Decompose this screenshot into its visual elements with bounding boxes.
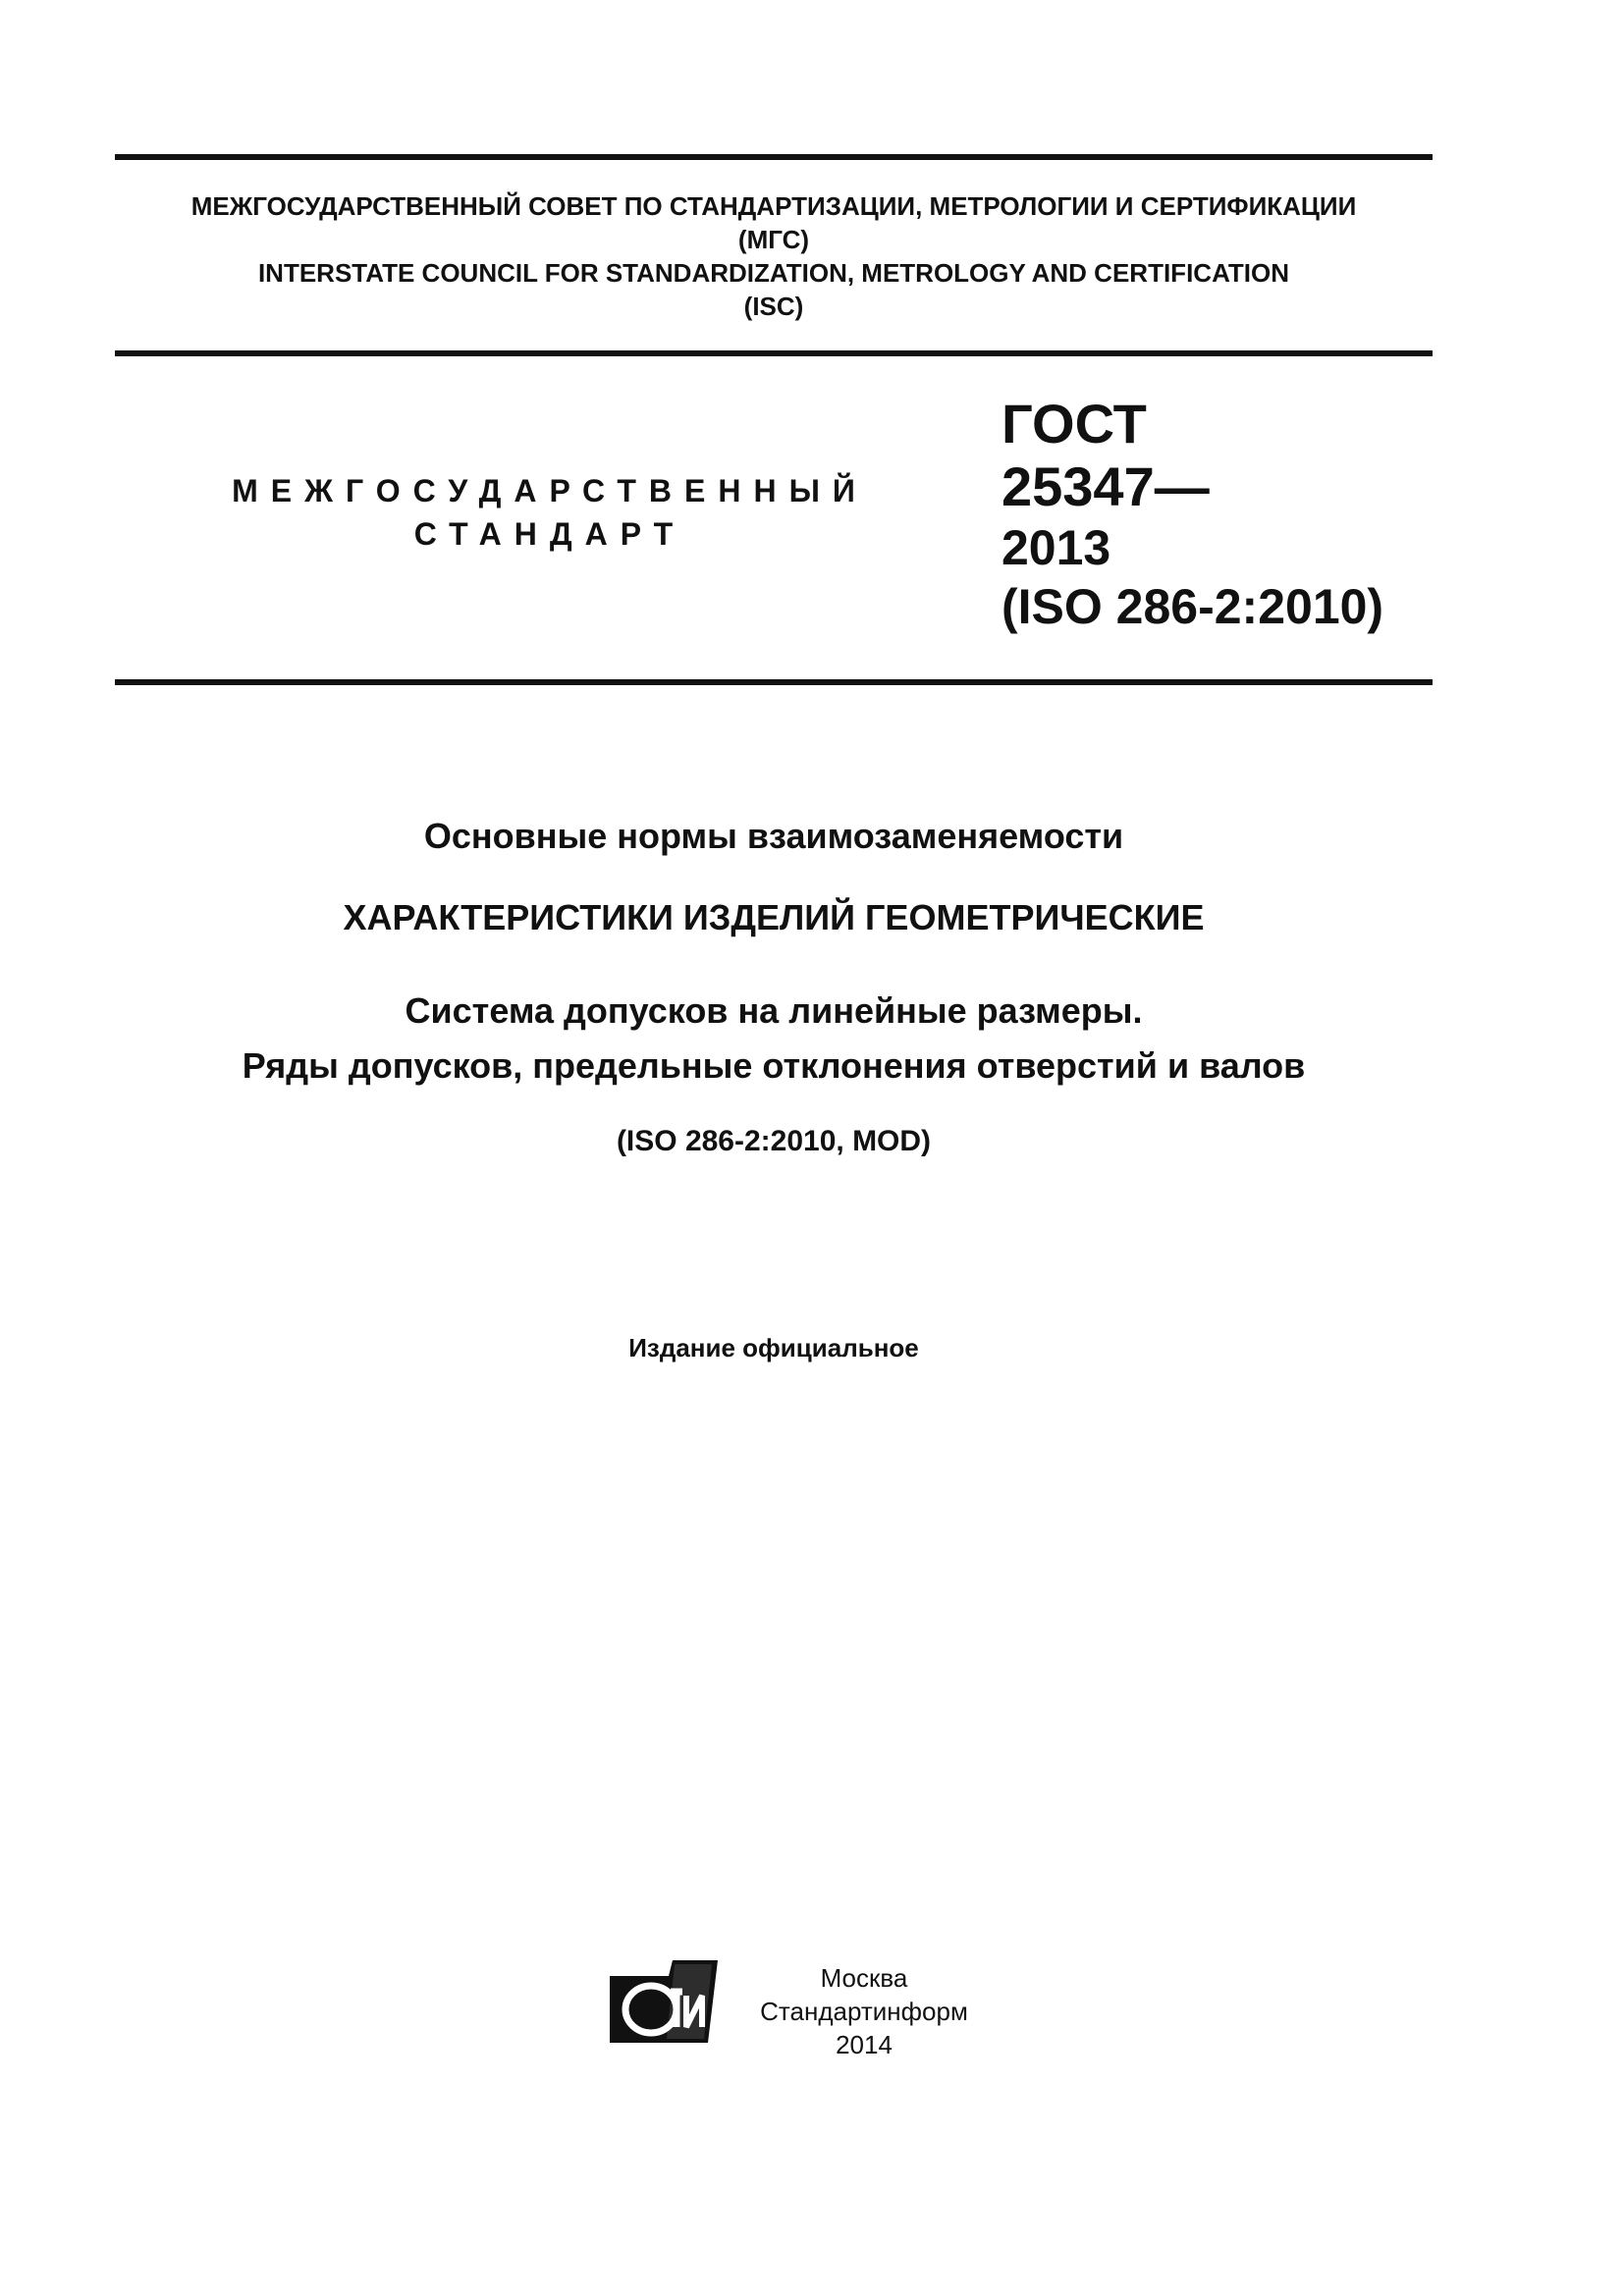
title-sub-line1: Система допусков на линейные размеры. xyxy=(405,990,1143,1031)
standard-kind xyxy=(177,469,923,556)
standard-kind-line1: МЕЖГОСУДАРСТВЕННЫЙ xyxy=(232,473,868,508)
standartinform-logo-icon xyxy=(610,1956,718,2043)
council-header xyxy=(115,189,1433,323)
publisher-city: Москва xyxy=(820,1963,908,1993)
publisher-block xyxy=(727,1961,1001,2061)
top-rule xyxy=(115,154,1433,160)
publisher-name: Стандартинформ xyxy=(760,1997,968,2026)
title-group: Основные нормы взаимозаменяемости xyxy=(423,816,1124,856)
iso-mod-ref: (ISO 286-2:2010, MOD) xyxy=(616,1125,932,1157)
gost-number: 25347— xyxy=(1001,455,1210,517)
council-name-en: INTERSTATE COUNCIL FOR STANDARDIZATION, METROLOGY AND CERTIFICATION xyxy=(257,258,1290,288)
council-name-ru: МЕЖГОСУДАРСТВЕННЫЙ СОВЕТ ПО СТАНДАРТИЗАЦИИ, МЕТРОЛОГИИ И СЕРТИФИКАЦИИ xyxy=(190,191,1357,221)
gost-iso-ref: (ISO 286-2:2010) xyxy=(1001,579,1384,634)
council-abbr-ru: (МГС) xyxy=(737,225,810,254)
gost-designation xyxy=(1001,393,1383,636)
designation-rule xyxy=(115,679,1433,685)
publisher-year: 2014 xyxy=(836,2030,893,2059)
standard-kind-line2: СТАНДАРТ xyxy=(413,516,686,552)
gost-label: ГОСТ xyxy=(1001,393,1147,454)
header-rule xyxy=(115,350,1433,356)
title-sub-line2: Ряды допусков, предельные отклонения отверстий и валов xyxy=(242,1045,1306,1086)
edition-label: Издание официальное xyxy=(628,1333,919,1362)
gost-year: 2013 xyxy=(1001,520,1111,575)
title-sub xyxy=(115,984,1433,1094)
title-main: ХАРАКТЕРИСТИКИ ИЗДЕЛИЙ ГЕОМЕТРИЧЕСКИЕ xyxy=(343,897,1205,937)
council-abbr-en: (ISC) xyxy=(743,292,804,321)
